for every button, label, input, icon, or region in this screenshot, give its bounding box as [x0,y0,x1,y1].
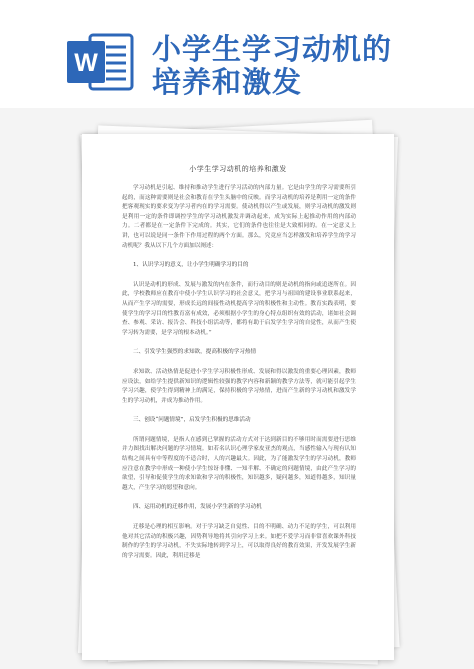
section-heading-2: 二、引发学生强烈的求知欲，提高积极的学习热情 [133,349,257,356]
section-heading-3: 三、创设“问题情境”，启发学生积极的思维活动 [133,417,251,424]
page-title [152,33,452,99]
paragraph-1: 认识是动机的形成、发展与激发的内在条件，而行动目的则是动机的指向或追逐所在。因此，学校教师应在教育中使小学生认识学习的社会意义，把学习与祖国的建设事业联系起来，从而产生学习的需要，形成长远的间接性动机提高学习的积极性和主动性。教育实践表明，要使学生的学习目的性教育富有成效，必须根据小学生的身心特点组织有效的活动，诸如社会调查、参观、采访、报告会、科技小组活动等，都将有助于启发学生学习的自觉性，从而产生使学习转为需要，是学习的根本动机。” [122,281,356,336]
paragraph-intro: 学习动机是引起、维持和推动学生进行学习活动的内部力量。它是由学生的学习需要所引起的，而这种需要则是社会和教育在学生头脑中的反映。而学习动机的培养是利用一定的条件把客观现实的要求变为学习者内在的学习需要。使动机得以产生或发展，则学习动机的激发则是利用一定的条件即调控学生的学习动机激发并调动起来，成为实际上起推动作用的内部动力。二者都是在一定条件下完成的。其实，它们的条件也往往是大致相同的。在一定意义上讲，也可以说是同一条件下作用过程的两个方面。那么，究竟应当怎样激发和培养学生的学习动机呢？我从以下几个方面加以阐述： [122,185,356,249]
document-title: 小学生学习动机的培养和激发 [189,165,287,173]
section-heading-4: 四、运用动机的迁移作用，发展小学生新的学习动机 [133,504,262,511]
paragraph-3: 所谓问题情境，是指人在感到已掌握的活动方式对于达到新目的不够用时而需要进行思维并力图找出解决问题的学习情境。如若名认识心理学家皮亚杰的观点，当感性输入与现有认知结构之间具有中等程度的不适合时，人的兴趣最大。因此，为了能激发学生的学习动机，教师应注意在教学中形成一种使小学生惊讶非懂、一知半解、不确定的问题情境，由此产生学习的欲望，引导和促使学生的求知欲和学习的积极性，知识越多，疑问越多，知道得越多，知识量越大，产生学习的愿望和意向。 [122,436,356,491]
word-icon-letter: W [74,49,98,77]
document-body [122,184,356,561]
page-header [0,0,474,105]
title-line-2: 培养和激发 [152,65,303,99]
word-document-icon [66,30,136,94]
section-heading-1: 1、认识学习的意义，让小学生明确学习的目的 [133,262,249,269]
document-page [82,134,394,660]
title-line-1: 小学生学习动机的 [152,32,393,66]
paragraph-2: 求知欲、活动热情是促进小学生学习积极性形成、发展和得以激发的重要心理因素，教师应设法，如给学生提供新知识的逻辑性较强的教学内容和新颖的教学方法等，就可能引起学生学习兴趣，使学生得到精神上的满足，保持积极的学习热情，进而产生新的学习动机和激发学生的学习动机，并成为推动作用。 [122,368,356,404]
paragraph-4: 迁移是心理的相互影响。对于学习缺乏自觉性、目的不明确、动力不足的学生，可以利用他对其它活动的积极兴趣，因势利导地将其引向学习上来。如把不爱学习而非常喜欢课外科技制作的学生的学习动机，不失实际地转到学习上，可以取得良好的教育效果，开发发展学生新的学习需要。因此，利用迁移是 [122,524,356,559]
